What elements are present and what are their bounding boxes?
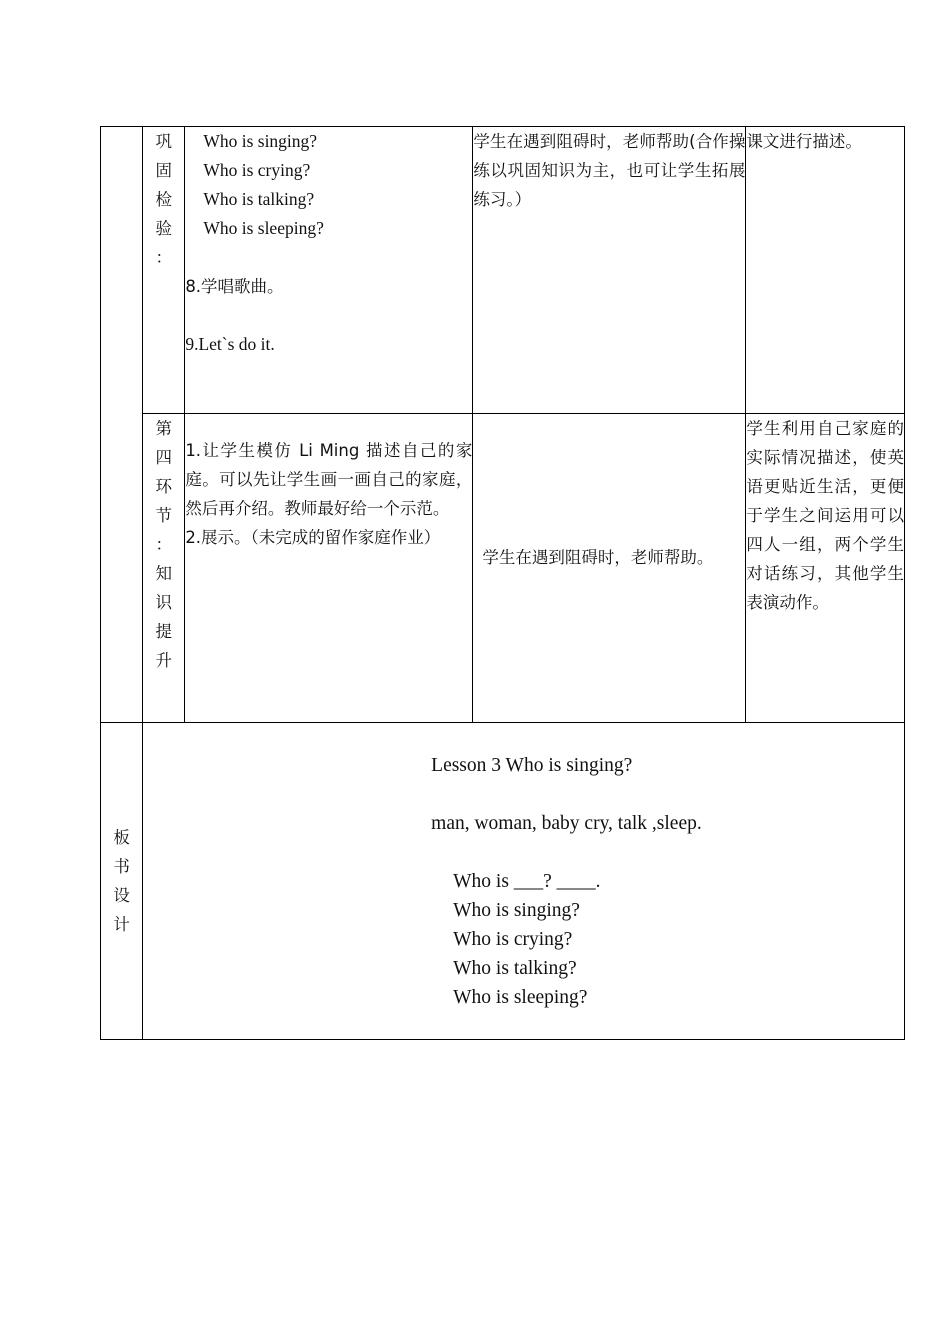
question-line: Who is talking? bbox=[203, 189, 315, 209]
purpose-knowledge: 学生利用自己家庭的实际情况描述，使英语更贴近生活，更便于学生之间运用可以四人一组，两个学生对话练习，其他学生表演动作。 bbox=[746, 414, 905, 723]
question-line: Who is crying? bbox=[203, 160, 311, 180]
board-words: man, woman, baby cry, talk ,sleep. bbox=[431, 813, 702, 834]
student-activity-knowledge-cell bbox=[473, 414, 746, 723]
item-1-text: 1.让学生模仿 Li Ming 描述自己的家庭。可以先让学生画一画自己的家庭，然后再介绍。教师最好给一个示范。 bbox=[185, 441, 473, 518]
board-pattern: Who is ___? ____. bbox=[453, 871, 601, 892]
board-question: Who is crying? bbox=[453, 929, 573, 950]
board-title: Lesson 3 Who is singing? bbox=[431, 755, 633, 776]
stage-label-knowledge: 第 四 环 节 ： 知 识 提 升 bbox=[143, 414, 185, 723]
board-question: Who is sleeping? bbox=[453, 987, 588, 1008]
blank-left-cell bbox=[101, 127, 143, 723]
board-question: Who is singing? bbox=[453, 900, 580, 921]
question-line: Who is sleeping? bbox=[203, 218, 324, 238]
item-8-text: 8.学唱歌曲。 bbox=[185, 277, 284, 296]
lesson-plan-table bbox=[100, 126, 905, 1040]
board-content-cell bbox=[143, 723, 905, 1040]
table-row-board-design bbox=[101, 723, 905, 1040]
table-row-consolidation bbox=[101, 127, 905, 414]
purpose-consolidation: 课文进行描述。 bbox=[746, 127, 905, 414]
item-9-text: 9.Let`s do it. bbox=[185, 334, 275, 354]
content-cell-consolidation bbox=[185, 127, 473, 414]
table-row-knowledge bbox=[101, 414, 905, 723]
item-2-text: 2.展示。（未完成的留作家庭作业） bbox=[185, 528, 441, 547]
board-question: Who is talking? bbox=[453, 958, 577, 979]
student-activity-knowledge: 学生在遇到阻碍时，老师帮助。 bbox=[482, 547, 714, 567]
question-line: Who is singing? bbox=[203, 131, 318, 151]
stage-label-consolidation: 巩 固 检 验 ： bbox=[143, 127, 185, 414]
board-label-cell: 板 书 设 计 bbox=[101, 723, 143, 1040]
student-activity-consolidation: 学生在遇到阻碍时，老师帮助(合作操练以巩固知识为主，也可让学生拓展练习。） bbox=[473, 127, 746, 414]
content-cell-knowledge bbox=[185, 414, 473, 723]
board-design bbox=[431, 751, 702, 1012]
